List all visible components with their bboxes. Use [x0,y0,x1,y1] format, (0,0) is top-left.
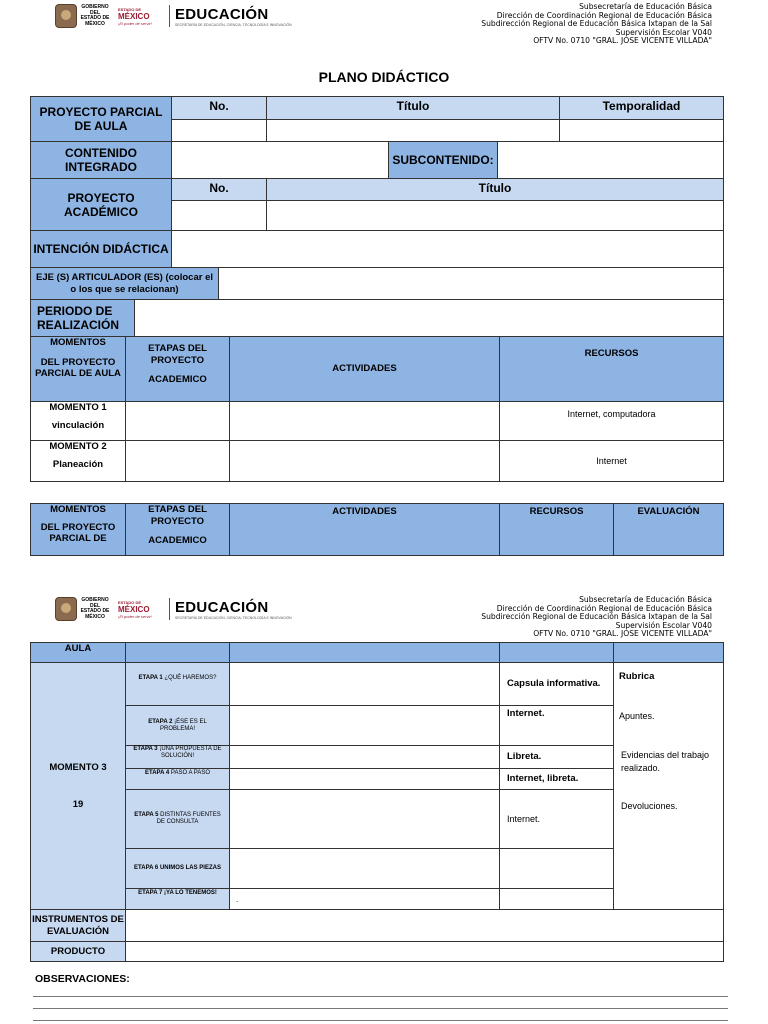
observaciones-line[interactable] [33,1008,728,1009]
header-line: Dirección de Coordinación Regional de Educación Básica [496,10,712,20]
t1-momento-1-label: MOMENTO 1 [49,402,107,413]
gob-label: GOBIERNO DEL ESTADO DE MÉXICO [80,4,110,27]
header-no-2: No. [171,178,267,201]
t2-etapa-2 [125,705,230,746]
t2-eval-rubrica: Rubrica [619,671,655,682]
page-title: PLANO DIDÁCTICO [318,69,450,85]
t2-header-evaluacion: EVALUACIÓN [613,503,724,556]
header-titulo: Título [266,96,560,120]
input-contenido[interactable] [171,141,389,179]
input-instrumentos[interactable] [125,909,724,942]
t1-row-momento-2 [30,440,126,482]
label-eje: EJE (S) ARTICULADOR (ES) (colocar el o los que se relacionan) [30,267,219,300]
t2-etapa-5 [125,789,230,849]
input-no-2[interactable] [171,200,267,231]
label-subcontenido: SUBCONTENIDO: [388,141,498,179]
edu-label: EDUCACIÓN [175,5,269,23]
t2-etapa-7 [125,888,230,910]
t2-etapa-6-num: ETAPA 6 [134,865,159,871]
t2-etapa-2-text: ¡ÉSE ES EL PROBLEMA! [159,718,207,732]
header-line: Supervisión Escolar V040 [615,620,712,630]
t2-aula-evaluacion [613,642,724,663]
gob-label-2: GOBIERNO DEL ESTADO DE MÉXICO [80,597,110,620]
input-intencion[interactable] [171,230,724,268]
t2-actividad-cell[interactable] [229,662,500,706]
t2-etapa-4-text: PASO A PASO [169,770,211,776]
mexico-label-2: MÉXICO [118,604,150,614]
logo-separator [169,5,170,27]
t2-etapa-1-num: ETAPA 1 [138,675,163,681]
t1-etapas-label: ETAPAS DEL PROYECTO [148,343,207,366]
t2-header-actividades: ACTIVIDADES [229,503,500,556]
t2-recurso-5[interactable]: Internet. [499,789,614,849]
t1-momento-2-sub: Planeación [52,458,104,470]
t2-etapa-6-text: UNIMOS LAS PIEZAS [158,865,221,871]
observaciones-line[interactable] [33,996,728,997]
t2-etapas-label: ETAPAS DEL PROYECTO [148,504,207,527]
t1-momento-2-label: MOMENTO 2 [49,441,107,452]
input-titulo-2[interactable] [266,200,724,231]
t1-header-etapas [125,336,230,402]
t2-etapa-4 [125,768,230,790]
mexico-slogan-2: ¡El poder de servir! [118,613,152,619]
label-producto: PRODUCTO [30,941,126,962]
t2-etapa-1-text: ¿QUÉ HAREMOS? [162,675,217,681]
t2-evaluacion-cell[interactable] [613,662,724,910]
t2-momentos-label: MOMENTOS [50,504,106,515]
header-no: No. [171,96,267,120]
t1-momentos-sub: DEL PROYECTO PARCIAL DE AULA [35,356,121,379]
header-line: Subdirección Regional de Educación Básica Ixtapan de la Sal [481,612,712,622]
t1-header-recursos: RECURSOS [499,336,724,402]
t2-momento-3 [30,662,126,910]
header-line: Dirección de Coordinación Regional de Educación Básica [496,603,712,613]
t1-etapas-sub: ACADEMICO [148,374,207,385]
mexico-top: ESTADO DE [118,6,142,12]
header-titulo-2: Título [266,178,724,201]
label-proyecto-parcial: PROYECTO PARCIAL DE AULA [30,96,172,142]
mexico-top-2: ESTADO DE [118,599,142,605]
label-intencion: INTENCIÓN DIDÁCTICA [30,230,172,268]
edu-logo [175,6,292,27]
t2-eval-apuntes: Apuntes. [619,711,655,721]
label-proyecto-academico: PROYECTO ACADÉMICO [30,178,172,231]
t2-etapa-5-num: ETAPA 5 [134,812,159,818]
t2-etapa-4-num: ETAPA 4 [144,770,170,776]
t2-etapa-2-num: ETAPA 2 [148,718,173,725]
header-logos [55,4,292,28]
t1-actividad-cell[interactable] [229,401,500,441]
header-line: Subdirección Regional de Educación Básica Ixtapan de la Sal [481,19,712,29]
t2-momentos-sub: DEL PROYECTO PARCIAL DE [40,521,116,544]
t2-actividad-7[interactable]: . [229,888,500,910]
t2-etapas-sub: ACADEMICO [148,535,207,546]
t2-eval-devoluciones: Devoluciones. [621,801,678,811]
input-eje[interactable] [218,267,724,300]
input-temporalidad[interactable] [559,119,724,142]
t2-aula-actividades [229,642,500,663]
t2-etapa-3-text: ¡UNA PROPUESTA DE SOLUCIÓN! [157,746,222,759]
t2-etapa-7-num: ETAPA 7 [138,890,163,896]
t1-etapa-cell[interactable] [125,401,230,441]
t2-momento-3-label: MOMENTO 3 [49,761,107,773]
header-line: Supervisión Escolar V040 [615,27,712,37]
input-periodo[interactable] [134,299,724,337]
t2-actividad-cell[interactable] [229,789,500,849]
header-info [481,3,712,46]
header-line: OFTV No. 0710 "GRAL. JOSE VICENTE VILLADA" [533,36,712,46]
edu-label-2: EDUCACIÓN [175,598,269,616]
t2-actividad-cell[interactable] [229,848,500,889]
t2-recurso-1[interactable]: Capsula informativa. [499,662,614,706]
t2-aula-etapas [125,642,230,663]
t1-header-actividades: ACTIVIDADES [229,336,500,402]
input-subcontenido[interactable] [497,141,724,179]
t2-recurso-6[interactable] [499,848,614,889]
edu-sub-2: SECRETARÍA DE EDUCACIÓN, CIENCIA, TECNOLOGÍA E INNOVACIÓN [175,615,292,620]
observaciones-label: OBSERVACIONES: [35,973,130,985]
t1-header-momentos [30,336,126,402]
t1-recursos-cell[interactable]: Internet [499,440,724,482]
mexico-logo-2 [118,600,164,619]
mexico-slogan: ¡El poder de servir! [118,20,152,26]
t2-aula-recursos [499,642,614,663]
t1-row-momento-1 [30,401,126,441]
t2-etapa-3 [125,745,230,769]
t1-momento-1-sub: vinculación [51,419,105,431]
t2-momento-3-number: 19 [72,799,84,810]
header-line: OFTV No. 0710 "GRAL. JOSE VICENTE VILLADA" [533,629,712,639]
t2-recurso-3[interactable]: Libreta. [499,745,614,769]
state-seal-icon [55,4,77,28]
mexico-label: MÉXICO [118,11,150,21]
t2-recurso-7[interactable] [499,888,614,910]
t2-etapa-3-num: ETAPA 3 [133,746,158,752]
observaciones-line[interactable] [33,1020,728,1021]
t2-etapa-6 [125,848,230,889]
t1-momentos-label: MOMENTOS [50,337,106,348]
t1-actividad-cell[interactable] [229,440,500,482]
t2-aula-label: AULA [30,642,126,663]
header-logos-2 [55,597,292,621]
t2-etapa-7-text: ¡YA LO TENEMOS! [162,890,217,896]
input-no[interactable] [171,119,267,142]
header-temporalidad: Temporalidad [559,96,724,120]
mexico-logo [118,7,164,26]
t2-header-momentos [30,503,126,556]
t2-etapa-5-text: DISTINTAS FUENTES DE CONSULTA [156,812,221,825]
t2-header-recursos: RECURSOS [499,503,614,556]
label-periodo: PERIODO DE REALIZACIÓN [30,299,135,337]
input-producto[interactable] [125,941,724,962]
t1-etapa-cell[interactable] [125,440,230,482]
header-line: Subsecretaría de Educación Básica [579,595,712,604]
t2-recurso-4[interactable]: Internet, libreta. [499,768,614,790]
t2-actividad-cell[interactable] [229,705,500,746]
t1-recursos-cell[interactable]: Internet, computadora [499,401,724,441]
header-line: Subsecretaría de Educación Básica [579,2,712,11]
state-seal-icon [55,597,77,621]
t2-actividad-cell[interactable] [229,768,500,790]
logo-separator [169,598,170,620]
edu-sub: SECRETARÍA DE EDUCACIÓN, CIENCIA, TECNOLOGÍA E INNOVACIÓN [175,22,292,27]
t2-actividad-cell[interactable] [229,745,500,769]
t2-header-etapas [125,503,230,556]
edu-logo-2 [175,599,292,620]
t2-etapa-1 [125,662,230,706]
label-instrumentos: INSTRUMENTOS DE EVALUACIÓN [30,909,126,942]
input-titulo[interactable] [266,119,560,142]
t2-recurso-2[interactable]: Internet. [499,705,614,746]
t2-eval-evidencias: Evidencias del trabajo realizado. [621,750,710,773]
header-info-2 [481,596,712,639]
label-contenido: CONTENIDO INTEGRADO [30,141,172,179]
